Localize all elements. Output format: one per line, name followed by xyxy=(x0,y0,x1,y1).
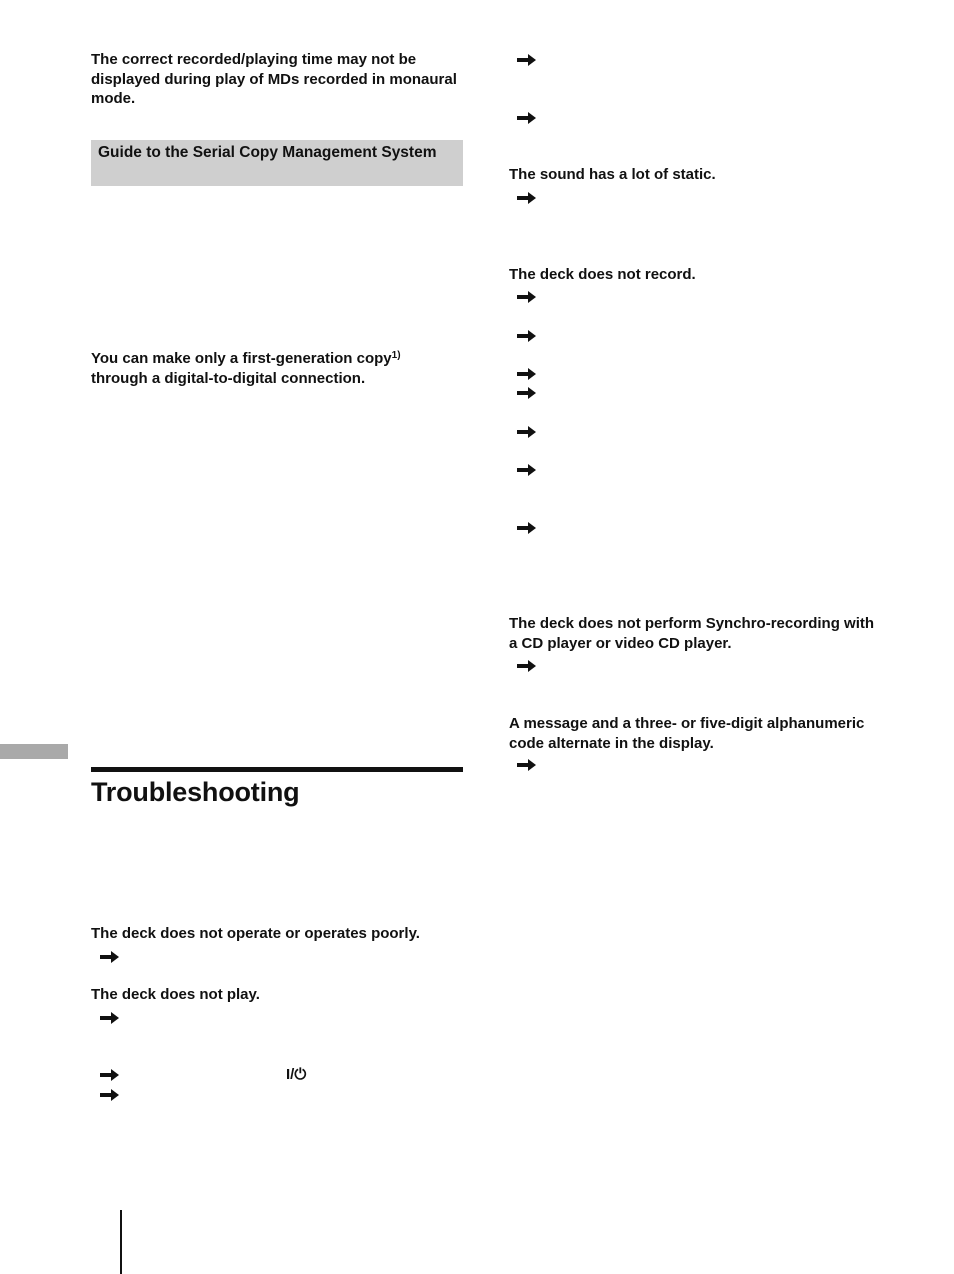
question-synchro: The deck does not perform Synchro-recording with a CD player or video CD player. xyxy=(509,615,875,652)
right-arrow-icon xyxy=(517,329,537,343)
right-arrow-icon xyxy=(517,111,537,125)
footnote-marker: 1) xyxy=(391,350,401,361)
right-arrow-icon xyxy=(517,758,537,772)
question-static: The sound has a lot of static. xyxy=(509,166,716,183)
monaural-note: The correct recorded/playing time may not be displayed during play of MDs recorded in monaural mode. xyxy=(91,51,457,107)
right-arrow-icon xyxy=(517,191,537,205)
power-symbol: I/⏻ xyxy=(286,1066,307,1083)
section-side-tab xyxy=(0,744,68,759)
troubleshooting-title: Troubleshooting xyxy=(91,777,300,807)
right-arrow-icon xyxy=(100,1088,120,1102)
first-gen-text-2: through a digital-to-digital connection. xyxy=(91,369,366,387)
question-not-operate: The deck does not operate or operates poorly. xyxy=(91,925,420,942)
margin-line xyxy=(120,1210,122,1274)
scms-heading-box xyxy=(91,140,463,186)
right-arrow-icon xyxy=(517,659,537,673)
question-not-play: The deck does not play. xyxy=(91,986,260,1003)
right-arrow-icon xyxy=(100,1011,120,1025)
section-rule xyxy=(91,767,463,772)
right-arrow-icon xyxy=(100,950,120,964)
question-not-record: The deck does not record. xyxy=(509,266,696,283)
first-gen-text: You can make only a first-generation copy xyxy=(91,350,392,367)
question-message-code: A message and a three- or five-digit alphanumeric code alternate in the display. xyxy=(509,715,865,752)
scms-heading: Guide to the Serial Copy Management System xyxy=(98,144,437,161)
right-arrow-icon xyxy=(517,521,537,535)
right-arrow-icon xyxy=(517,463,537,477)
right-arrow-icon xyxy=(517,386,537,400)
first-generation-note xyxy=(91,346,463,388)
right-arrow-icon xyxy=(100,1068,120,1082)
right-arrow-icon xyxy=(517,290,537,304)
right-arrow-icon xyxy=(517,53,537,67)
right-arrow-icon xyxy=(517,367,537,381)
right-arrow-icon xyxy=(517,425,537,439)
